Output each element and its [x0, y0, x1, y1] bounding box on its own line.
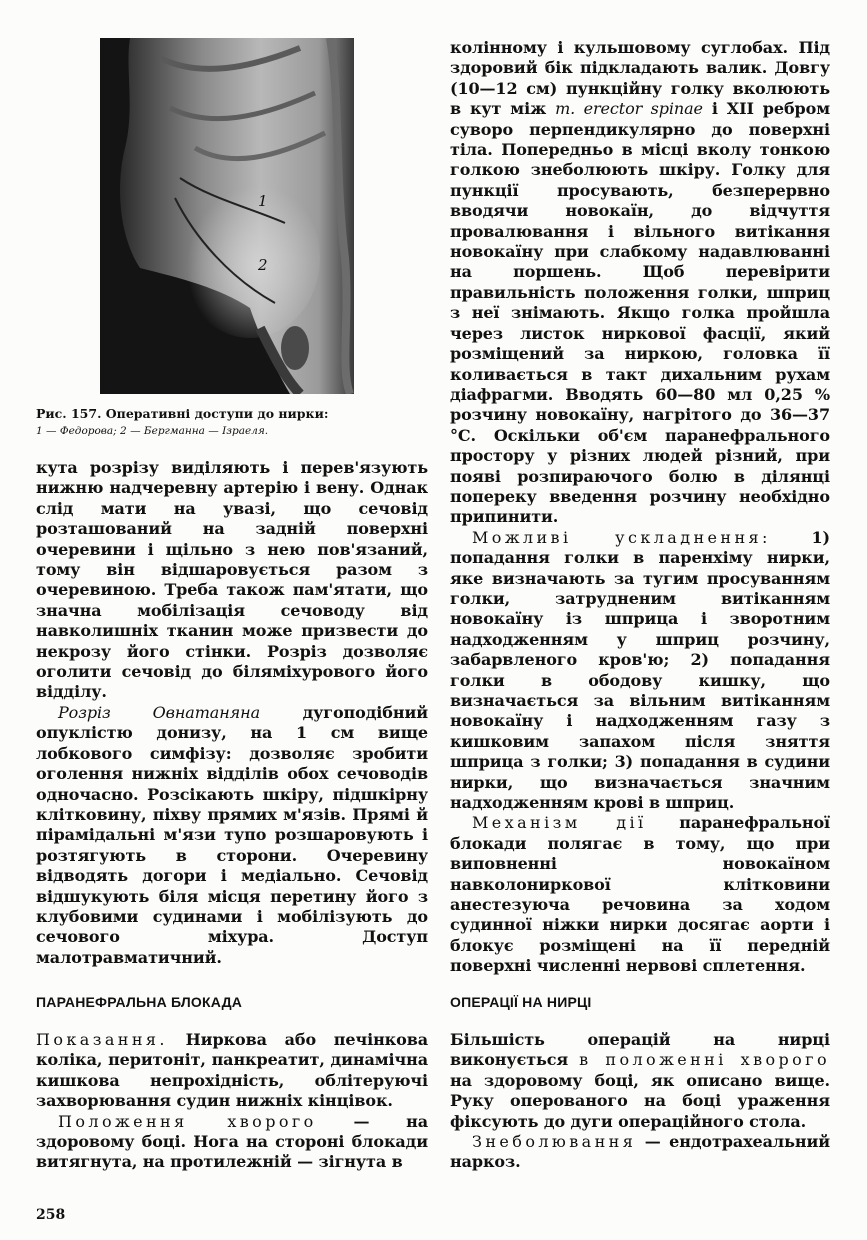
right-paragraph-1: колінному і кульшовому суглобах. Під здоровий бік підкладають валик. Довгу (10—12 см) пункційну голку вколюють в кут між m. erector spinae і XII ребром суворо перпендикулярно до поверхні тіла. Попередньо в місці вколу тонкою голкою знеболюють шкіру. Голку для пункції просувають, безперервно вводячи новокаїн, до відчуття провалювання і вільного витікання новокаїну при слабкому надавлюванні на поршень. Щоб перевірити правильність положення голки, шприц з неї знімають. Якщо голка пройшла через листок ниркової фасції, який розміщений за ниркою, головка її коливається в такт дихальним рухам діафрагми. Вводять 60—80 мл 0,25 % розчину новокаїну, нагрітого до 36—37 °С. Оскільки об'єм паранефрального простору у різних людей різний, при появі розпираючого болю в ділянці попереку введення розчину необхідно припинити. [450, 38, 830, 527]
left-paragraph-2: Розріз Овнатаняна дугоподібний опуклістю донизу, на 1 см вище лобкового симфізу: дозволяє зробити оголення нижніх відділів обох сечоводів одночасно. Розсікають шкіру, підшкірну клітковину, піхву прямих м'язів. Прямі й пірамідальні м'язи тупо розшаровують і розтягують в сторони. Очеревину відводять догори і медіально. Сечовід відшукують біля місця перетину його з клубовими судинами і мобілізують до сечового міхура. Доступ малотравматичний. [36, 702, 428, 967]
figure-label-1: 1 [258, 192, 268, 210]
figure-label-2: 2 [258, 256, 268, 274]
italic-term: Розріз Овнатаняна [58, 702, 261, 722]
right-column [450, 38, 830, 977]
figure-torso-image [100, 38, 354, 394]
section-heading-kidney-operations: ОПЕРАЦІЇ НА НИРЦІ [450, 994, 592, 1010]
left-paragraph-3: Показання. Ниркова або печінкова коліка, перитоніт, панкреатит, динамічна кишкова непрохідність, облітеруючі захворювання судин нижніх кінцівок. [36, 1030, 428, 1111]
figure-caption [36, 406, 366, 437]
right-paragraph-2: Можливі ускладнення: 1) попадання голки в паренхіму нирки, яке визначають за тугим просуванням голки, затрудненим витіканням новокаїну із шприца і зворотним надходженням у шприц розчину, забарвленого кров'ю; 2) попадання голки в ободову кишку, що визначається за вільним витіканням новокаїну і надходженням газу з кишковим запахом після зняття шприца з голки; 3) попадання в судини нирки, що визначається значним надходженням крові в шприц. [450, 527, 830, 813]
caption-title: Рис. 157. Оперативні доступи до нирки: [36, 406, 329, 421]
right-paragraph-3: Механізм дії паранефральної блокади полягає в тому, що при виповненні новокаїном навколониркової клітковини анестезуюча речовина за ходом судинної ніжки нирки досягає аорти і блокує розміщені на її передній поверхні численні нервові сплетення. [450, 813, 830, 976]
page-number: 258 [36, 1207, 66, 1223]
left-paragraph-4: Положення хворого — на здоровому боці. Нога на стороні блокади витягнута, на протилежній — зігнута в [36, 1111, 428, 1172]
left-column-lower [36, 1030, 428, 1173]
left-paragraph-1: кута розрізу виділяють і перев'язують нижню надчеревну артерію і вену. Однак слід мати на увазі, що сечовід розташований на задній поверхні очеревини і щільно з нею пов'язаний, тому він відшаровується разом з очеревиною. Треба також пам'ятати, що значна мобілізація сечоводу від навколишніх тканин може призвести до некрозу його стінки. Розріз дозволяє оголити сечовід до біляміхурового його відділу. [36, 458, 428, 702]
right-column-lower [450, 1030, 830, 1173]
caption-legend: 1 — Федорова; 2 — Бергманна — Ізраеля. [36, 425, 269, 437]
left-column [36, 458, 428, 968]
torso-illustration [100, 38, 354, 394]
right-paragraph-5: Знеболювання — ендотрахеальний наркоз. [450, 1132, 830, 1172]
section-heading-blockade: ПАРАНЕФРАЛЬНА БЛОКАДА [36, 994, 243, 1010]
right-paragraph-4: Більшість операцій на нирці виконується в положенні хворого на здоровому боці, як описано вище. Руку оперованого на боці ураження фіксують до дуги операційного стола. [450, 1030, 830, 1131]
